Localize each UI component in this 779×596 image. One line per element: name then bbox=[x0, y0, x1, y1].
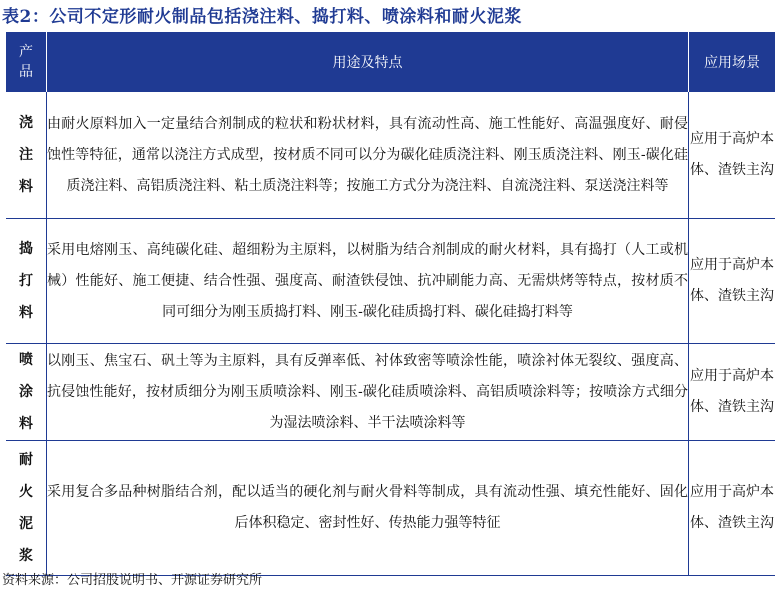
product-description: 以刚玉、焦宝石、矾土等为主原料，具有反弹率低、衬体致密等喷涂性能，喷涂衬体无裂纹、强度高、抗侵蚀性能好，按材质细分为刚玉质喷涂料、刚玉-碳化硅质喷涂料、高铝质喷涂料等；按喷涂方式细分为湿法喷涂料、半干法喷涂料等 bbox=[47, 344, 689, 441]
product-application: 应用于高炉本体、渣铁主沟 bbox=[689, 92, 776, 219]
product-application: 应用于高炉本体、渣铁主沟 bbox=[689, 219, 776, 344]
table-row bbox=[6, 344, 775, 441]
table-row bbox=[6, 441, 775, 576]
product-application: 应用于高炉本体、渣铁主沟 bbox=[689, 441, 776, 576]
table-title: 表2：公司不定形耐火制品包括浇注料、捣打料、喷涂料和耐火泥浆 bbox=[2, 7, 522, 27]
product-name: 浇 注 料 bbox=[6, 92, 47, 219]
header-usage: 用途及特点 bbox=[47, 32, 689, 92]
header-application: 应用场景 bbox=[689, 32, 776, 92]
product-name: 捣 打 料 bbox=[6, 219, 47, 344]
product-description: 采用复合多品种树脂结合剂，配以适当的硬化剂与耐火骨料等制成，具有流动性强、填充性能好、固化后体积稳定、密封性好、传热能力强等特征 bbox=[47, 441, 689, 576]
product-name: 耐 火 泥 浆 bbox=[6, 441, 47, 576]
table-row bbox=[6, 219, 775, 344]
table-header-row bbox=[6, 32, 775, 92]
source-note: 资料来源：公司招股说明书、开源证券研究所 bbox=[2, 573, 263, 588]
product-description: 采用电熔刚玉、高纯碳化硅、超细粉为主原料，以树脂为结合剂制成的耐火材料，具有捣打（人工或机械）性能好、施工便捷、结合性强、强度高、耐渣铁侵蚀、抗冲刷能力高、无需烘烤等特点，按材质不同可细分为刚玉质捣打料、刚玉-碳化硅质捣打料、碳化硅捣打料等 bbox=[47, 219, 689, 344]
product-description: 由耐火原料加入一定量结合剂制成的粒状和粉状材料，具有流动性高、施工性能好、高温强度好、耐侵蚀性等特征，通常以浇注方式成型，按材质不同可以分为碳化硅质浇注料、刚玉质浇注料、刚玉-碳化硅质浇注料、高铝质浇注料、粘土质浇注料等；按施工方式分为浇注料、自流浇注料、泵送浇注料等 bbox=[47, 92, 689, 219]
product-table bbox=[6, 32, 775, 576]
product-application: 应用于高炉本体、渣铁主沟 bbox=[689, 344, 776, 441]
product-name: 喷 涂 料 bbox=[6, 344, 47, 441]
header-product: 产 品 bbox=[6, 32, 47, 92]
table-row bbox=[6, 92, 775, 219]
